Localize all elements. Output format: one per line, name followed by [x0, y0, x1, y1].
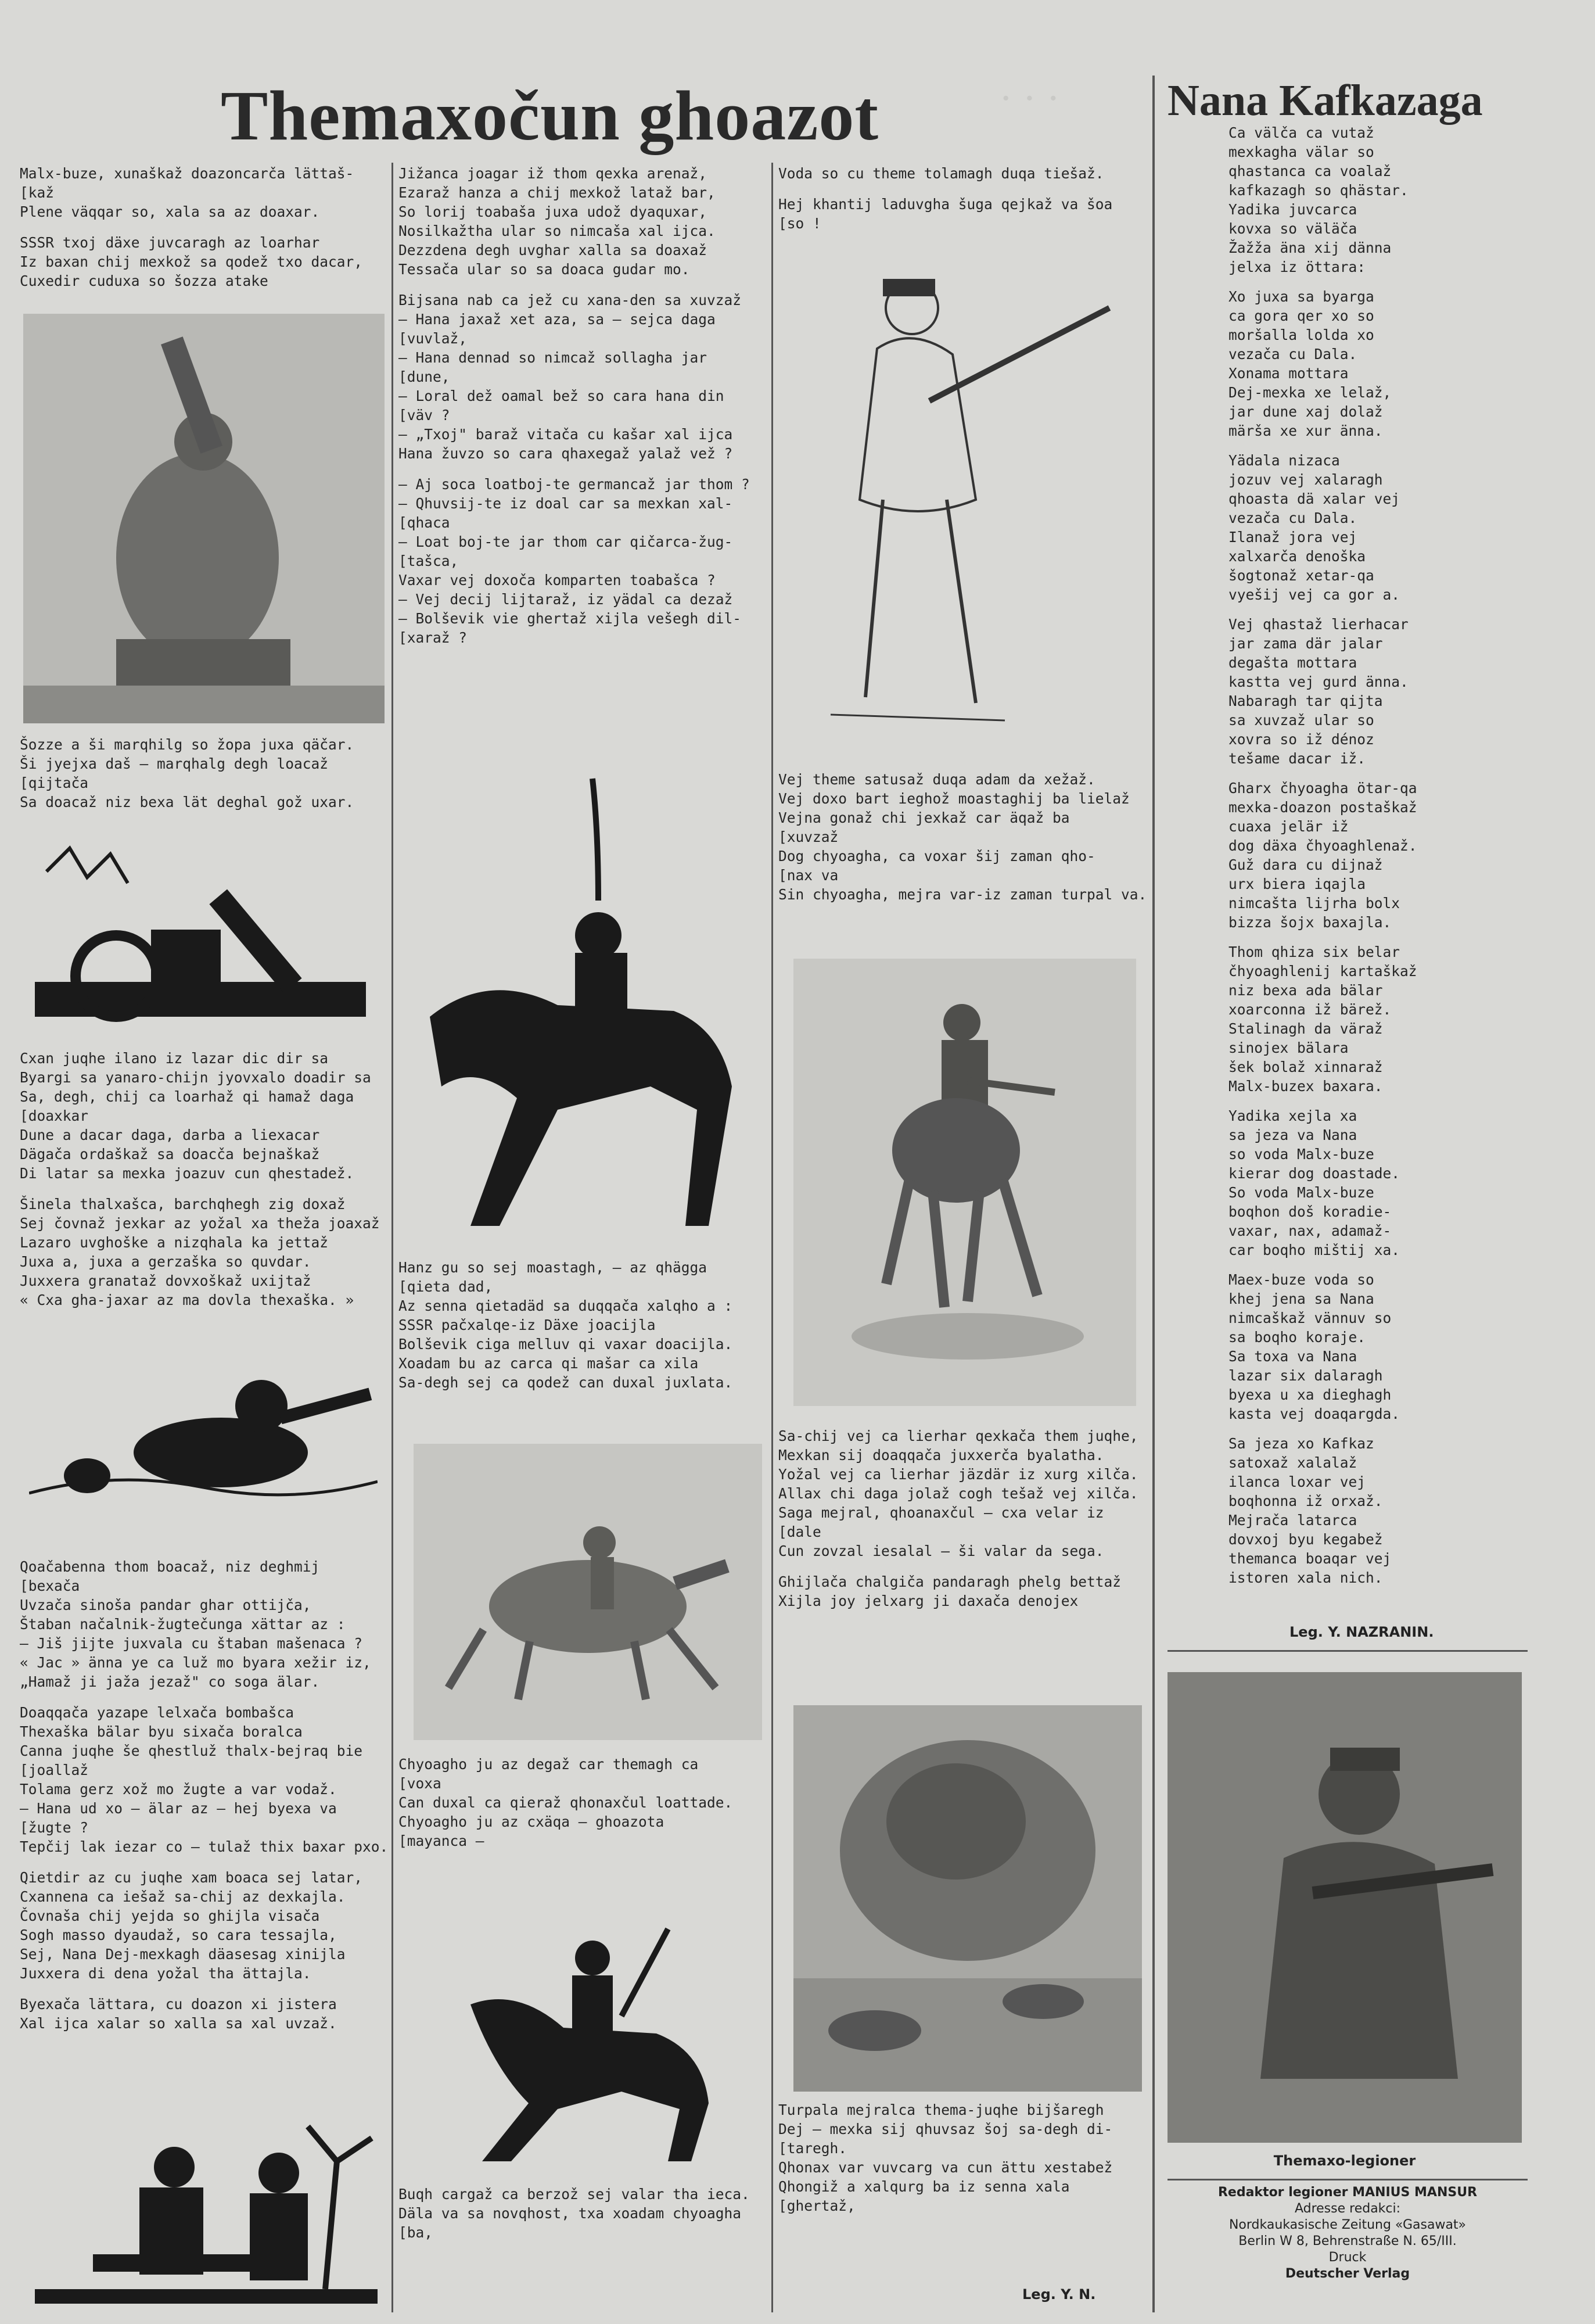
impressum-address-label: Adresse redakci: [1294, 2201, 1401, 2216]
column-1-top [20, 164, 389, 302]
illustration-grenade-thrower-silhouette [29, 1354, 378, 1545]
photo-legionnaire [1167, 1672, 1522, 2143]
column-2-bottom [398, 2185, 770, 2254]
stanza: Vej theme satusaž duqa adam da xežaž. Vej doxo bart ieghož moastaghij ba lielaž Vejna gonaž chi jexkaž car äqaž ba [xuvzaž Dog chyoagha, ca voxar šij zaman qho- [nax va Sin chyoagha, mejra var-iz zaman turpal va. [778, 771, 1147, 903]
stanza: Ca välča ca vutaž mexkagha välar so qhastanca ca voalaž kafkazagh so qhästar. Yadika juvcarca kovxa so väläča Žažža äna xij dänna jelxa iz öttara: [1228, 124, 1409, 275]
stanza: Maex-buze voda so khej jena sa Nana nimcaškaž vännuv so sa boqho koraje. Sa toxa va Nana lazar six dalaragh byexa u xa dieghagh kasta vej doaqargda. [1228, 1271, 1400, 1422]
signature-col3: Leg. Y. N. [1022, 2286, 1096, 2303]
stanza: Šozze a ši marqhilg so žopa juxa qäčar. Ši jyejxa daš — marqhalg degh loacaž [qijtača Sa doacaž niz bexa lät deghal gož uxar. [20, 736, 354, 810]
stanza: Xo juxa sa byarga ca gora qer xo so moršalla lolda xo vezača cu Dala. Xonama mottara Dej-mexka xe lelaž, jar dune xaj dolaž märša xe xur änna. [1228, 288, 1392, 439]
stanza: Qietdir az cu juqhe xam boaca sej latar, Cxannena ca iešaž sa-chij az dexkajla. Čovnaša chij yejda so ghijla visača Sogh masso dyaudaž, so cara tessajla, Sej, Nana Dej-mexkagh däasesag xinijla Juxxera di dena yožal tha ättajla. [20, 1869, 363, 1982]
column-1-lower [20, 1557, 389, 2045]
illustration-soldier-grenade [23, 314, 385, 723]
impressum-street: Berlin W 8, Behrenstraße N. 65/III. [1238, 2234, 1457, 2248]
side-title: Nana Kafkazaga [1167, 76, 1483, 125]
illustration-soldier-rifle-sketch [784, 256, 1144, 749]
stanza: Hej khantij laduvgha šuga qejkaž va šoa [so ! [778, 196, 1113, 232]
illustration-cavalry-sabre-silhouette [407, 761, 755, 1249]
column-2-mid [398, 1258, 770, 1404]
stanza: Gharx čhyoagha ötar-qa mexka-doazon postaškaž cuaxa jelär iž dog däxa čhyoaghlenaž. Guž dara cu dijnaž urx biera iqajla nimcašta lijrha bolx bizza šojx baxajla. [1228, 780, 1417, 931]
column-3-bottom [778, 2100, 1147, 2227]
stanza: Bijsana nab ca jež cu xana-den sa xuvzaž — Hana jaxaž xet aza, sa — sejca daga [vuvlaž, — Hana dennad so nimcaž sollagha jar [dune, — Loral dež oamal bež so cara hana din [väv ? — „Txoj" baraž vitača cu kašar xal ijca Hana žuvzo so cara qhaxegaž yalaž vež ? [398, 292, 742, 462]
stanza: Sa jeza xo Kafkaz satoxaž xalalaž ilanca loxar vej boqhonna iž orxaž. Mejrača latarca dovxoj byu kegabež themanca boaqar vej istoren xala nich. [1228, 1435, 1392, 1586]
impressum-druck: Druck [1328, 2250, 1367, 2265]
stanza: Jižanca joagar iž thom qexka arenaž, Ezaraž hanza a chij mexkož lataž bar, So lorij toabaša juxa udož dyaquxar, Nosilkažtha ular so nimcaša xal ijca. Dezzdena degh uvghar xalla sa doaxaž Tessača ular so sa doaca gudar mo. [398, 165, 716, 278]
stanza: Ghijlača chalgiča pandaragh phelg bettaž Xijla joy jelxarg ji daxača denojex [778, 1573, 1122, 1609]
stanza: — Aj soca loatboj-te germancaž jar thom ? — Qhuvsij-te iz doal car sa mexkan xal- [qhaca — Loat boj-te jar thom car qičarca-žug- [tašca, Vaxar vej doxoča komparten toabašca ? — Vej decij lijtaraž, iz yädal ca dezaž — Bolševik vie ghertaž xijla vešegh dil- [xaraž ? [398, 476, 750, 646]
stanza: Thom qhiza six belar čhyoaghlenij kartaškaž niz bexa ada bälar xoarconna iž bärež. Stalinagh da väraž sinojex bälara šek bolaž xinnaraž Malx-buzeх baxara. [1228, 944, 1417, 1095]
stanza: Yadika xejla xa sa jeza va Nana so voda Malx-buze kierar dog doastade. So voda Malx-buze boqhon doš koradie- vaxar, nax, adamaž- car boqho mištij xa. [1228, 1107, 1400, 1258]
bleed-through-text: · · · [999, 76, 1060, 121]
stanza: Malx-buze, xunaškaž doazoncarča lättaš- [kaž Plene väqqar so, xala sa az doaxar. [20, 165, 354, 220]
column-rule-1 [391, 163, 393, 2312]
stanza: Turpala mejralca thema-juqhe bijšaregh Dej — mexka sij qhuvsaz šoj sa-degh di- [taregh. Qhonax var vuvcarg va cun ättu xestabež Qhongiž a xalqurg ba iz senna xala [ghertaž, [778, 2101, 1113, 2214]
page-title: Themaxočun ghoazot [221, 77, 879, 155]
illustration-horseman-silhouette [447, 1917, 726, 2167]
column-1-mid [20, 735, 389, 823]
stanza: Šinela thalxašca, barchqhegh zig doxaž Sej čovnaž jexkar az yožal xa theža joaxaž Lazaro uvghoške a nizqhala ka jettaž Juxa a, juxa a gerzaška so quvdar. Juxxera granataž dovxoškaž uxijtaž « Cxa gha-jaxar az ma dovla theхaška. » [20, 1196, 380, 1308]
stanza: SSSR txoj däxe juvcaragh az loarhar Iz baxan chij mexkož sa qodež txo dacar, Cuxedir cuduxa so šozza atake [20, 234, 363, 289]
side-rule-bottom [1167, 2179, 1528, 2180]
column-3-lower [778, 1426, 1147, 1622]
column-rule-2 [771, 163, 773, 2312]
impressum-newspaper: Nordkaukasische Zeitung «Gasawat» [1228, 2218, 1467, 2232]
stanza: Vej qhastaž lierhacar jar zama där jalar degašta mottara kastta vej gurd änna. Nabaragh tar qijta sa xuvzaž ular so xovra so iž dénoz tešame dacar iž. [1228, 616, 1409, 767]
stanza: Doaqqača yazape lelxača bombašca Thexaška bälar byu sixača boralca Canna juqhe še qhestluž thalx-bejraq bie [joallaž Tolama gerz xož mo žugte a var vodaž. — Hana ud xo — älar az — hej byexa va [žugte ? Tepčij lak iezar co — tulaž thix baxar pxo. [20, 1704, 389, 1855]
stanza: Voda so cu theme tolamagh duqa tiešaž. [778, 165, 1104, 182]
illustration-artillery-silhouette [35, 837, 366, 1034]
illustration-explosion-battlefield [793, 1705, 1142, 2092]
stanza: Qoačabenna thom boacaž, niz deghmij [bexača Uvzača sinoša pandar ghar ottijča, Štaban načalnik-žugtečunga xättar az : — Jiš jijte juxvala cu štaban mašenaca ? « Jac » änna ye ca luž mo byara xežir iz, „Hamaž ji jaža jezaž" co soga älar. [20, 1558, 371, 1690]
illustration-medics-silhouette [35, 2103, 378, 2307]
stanza: Chyoagho ju az degaž car themagh ca [voxa Can duxal ca qieraž qhonaxčul loattade. Chyoagho ju az cxäqa — ghoazota [mayanca — [398, 1756, 733, 1849]
stanza: Byexača lättara, cu doazon xi jistera Xal ijca xalar so xalla sa xal uvzaž. [20, 1996, 337, 2032]
side-poem [1228, 123, 1507, 1598]
impressum [1167, 2185, 1528, 2282]
stanza: Cxan juqhe ilano iz lazar dic dir sa Byargi sa yanaro-chijn jyovxalo doadir sa Sa, degh, chij ca loarhaž qi hamaž daga [doaxkar Dune a dacar daga, darba a liexacar Dägača ordaškaž sa doacča bejnaškaž Di latar sa mexka joazuv cun qhestadež. [20, 1050, 371, 1182]
stanza: Hanz gu so sej moastagh, — az qhägga [qieta dad, Az senna qietadäd sa duqqača xalqho a : SSSR pačxalqe-iz Däxe joacijla Bolševik ciga melluv qi vaxar doacijla. Xoadam bu az carca qi mašar ca xila Sa-degh sej ca qodež can duxal juxlata. [398, 1259, 733, 1391]
photo-caption: Themaxo-legioner [1273, 2153, 1416, 2169]
column-3-top [778, 164, 1147, 245]
column-3-mid [778, 770, 1147, 916]
stanza: Yädala nizaca jozuv vej xalaragh qhoasta dä xalar vej vezača cu Dala. Ilanaž jora vej xalxarča denoška šogtonaž xetar-qa vyešij vej ca gor a. [1228, 452, 1400, 603]
illustration-cavalry-drawing [414, 1444, 762, 1740]
impressum-editor: Redaktor legioner MANIUS MANSUR [1217, 2185, 1478, 2200]
column-rule-3 [1152, 76, 1155, 2312]
signature-side: Leg. Y. NAZRANIN. [1289, 1624, 1434, 1640]
stanza: Sa-chij vej ca lierhar qexkača them juqhe, Mexkan sij doaqqača juxxerča byalatha. Yožal vej ca lierhar jäzdär iz xurg xilča. Allax chi daga jolaž cogh tešaž vej xilča. Saga mejral, qhoanaxčul — cxa velar iz [dale Cun zovzal iesalal — ši valar da sega. [778, 1428, 1138, 1559]
illustration-rider-charging [793, 959, 1136, 1406]
column-1-body [20, 1049, 389, 1321]
column-2-top [398, 164, 770, 659]
column-2-lower [398, 1755, 770, 1862]
side-rule-top [1167, 1650, 1528, 1652]
impressum-publisher: Deutscher Verlag [1285, 2266, 1410, 2281]
stanza: Buqh cargaž ca berzož sej valar tha ieca. Däla va sa novqhost, txa xoadam chyoagha [ba, [398, 2186, 750, 2241]
